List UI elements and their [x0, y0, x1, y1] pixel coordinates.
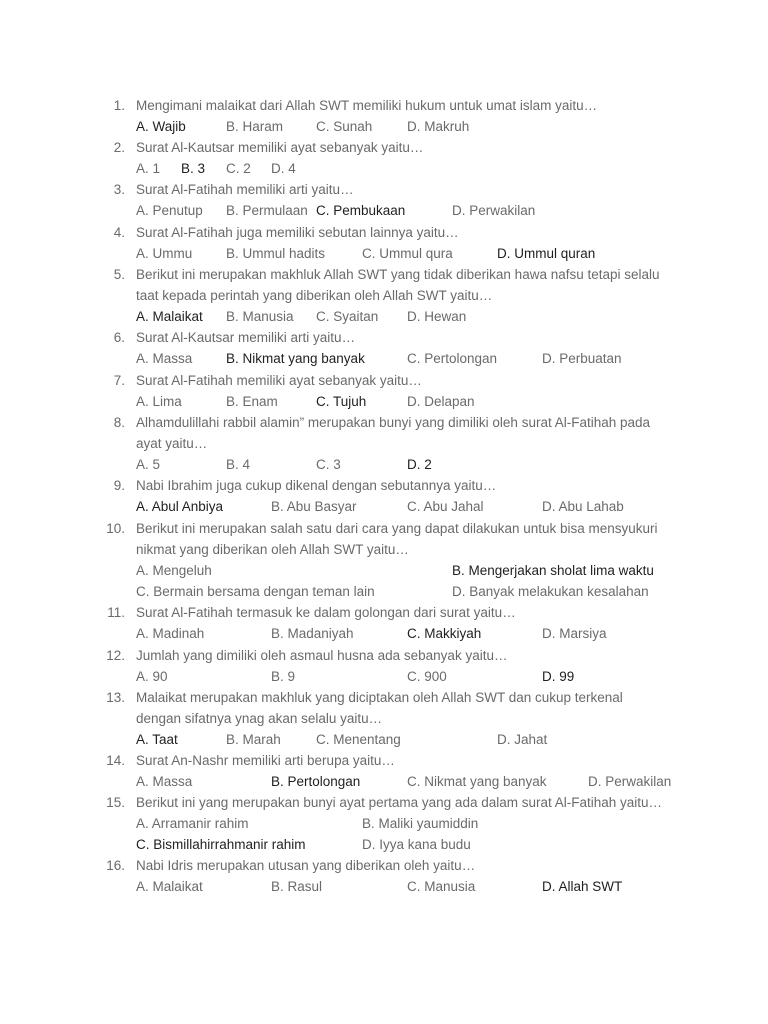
answer-option: D. Jahat	[497, 732, 548, 747]
answer-option: D. 4	[271, 161, 296, 176]
answer-option-selected: A. Abul Anbiya	[136, 499, 224, 514]
answer-option: D. Hewan	[407, 309, 467, 324]
answer-option: A. Malaikat	[136, 879, 203, 894]
question-text: Surat Al-Fatihah memiliki arti yaitu…	[136, 182, 354, 197]
answer-option: A. Penutup	[136, 203, 203, 218]
answer-option: C. Bermain bersama dengan teman lain	[136, 584, 375, 599]
answer-option-selected: A. Taat	[136, 732, 178, 747]
question-number: 4.	[113, 225, 125, 240]
answer-option-selected: C. Pembukaan	[316, 203, 406, 218]
question-number: 7.	[113, 373, 125, 388]
answer-option: A. Massa	[136, 774, 193, 789]
answer-option: B. Marah	[226, 732, 281, 747]
answer-option: A. 1	[136, 161, 161, 176]
question-text: Nabi Ibrahim juga cukup dikenal dengan sebutannya yaitu…	[136, 478, 497, 493]
answer-option-selected: B. 3	[181, 161, 206, 176]
question-text: dengan sifatnya ynag akan selalu yaitu…	[136, 711, 383, 726]
answer-option: B. Haram	[226, 119, 284, 134]
question-text: Berikut ini yang merupakan bunyi ayat pertama yang ada dalam surat Al-Fatihah yaitu…	[136, 795, 663, 810]
answer-option: D. Perbuatan	[542, 351, 622, 366]
answer-option-selected: A. Wajib	[136, 119, 186, 134]
answer-option: D. Perwakilan	[588, 774, 672, 789]
question-number: 6.	[113, 330, 125, 345]
answer-option: C. 3	[316, 457, 341, 472]
answer-option: D. Banyak melakukan kesalahan	[452, 584, 649, 599]
question-text: Surat An-Nashr memiliki arti berupa yaitu…	[136, 753, 395, 768]
question-number: 2.	[113, 140, 125, 155]
answer-option-selected: C. Makkiyah	[407, 626, 482, 641]
answer-option-selected: D. 99	[542, 669, 575, 684]
answer-option-selected: D. 2	[407, 457, 432, 472]
answer-option: A. 5	[136, 457, 161, 472]
answer-option: B. Enam	[226, 394, 278, 409]
answer-option: C. Syaitan	[316, 309, 379, 324]
answer-option: C. Manusia	[407, 879, 476, 894]
answer-option-selected: D. Allah SWT	[542, 879, 623, 894]
answer-option: B. Ummul hadits	[226, 246, 326, 261]
answer-option-selected: A. Malaikat	[136, 309, 203, 324]
answer-option: C. Abu Jahal	[407, 499, 484, 514]
question-number: 10.	[106, 521, 125, 536]
answer-option: A. Lima	[136, 394, 182, 409]
answer-option: A. Madinah	[136, 626, 205, 641]
question-number: 14.	[106, 753, 125, 768]
answer-option: A. Massa	[136, 351, 193, 366]
question-number: 3.	[113, 182, 125, 197]
question-number: 9.	[113, 478, 125, 493]
question-number: 1.	[113, 98, 125, 113]
answer-option-selected: C. Bismillahirrahmanir rahim	[136, 837, 306, 852]
answer-option: D. Delapan	[407, 394, 475, 409]
answer-option: B. Abu Basyar	[271, 499, 357, 514]
answer-option-selected: B. Nikmat yang banyak	[226, 351, 365, 366]
answer-option: C. 900	[407, 669, 447, 684]
question-number: 5.	[113, 267, 125, 282]
answer-option: D. Abu Lahab	[542, 499, 624, 514]
answer-option: D. Perwakilan	[452, 203, 536, 218]
answer-option: D. Marsiya	[542, 626, 607, 641]
question-number: 15.	[106, 795, 125, 810]
question-number: 13.	[106, 690, 125, 705]
answer-option: B. Maliki yaumiddin	[362, 816, 479, 831]
answer-option: C. Sunah	[316, 119, 373, 134]
question-text: Surat Al-Kautsar memiliki ayat sebanyak yaitu…	[136, 140, 424, 155]
question-text: Surat Al-Fatihah memiliki ayat sebanyak yaitu…	[136, 373, 422, 388]
question-text: Berikut ini merupakan salah satu dari cara yang dapat dilakukan untuk bisa mensyukuri	[136, 521, 658, 536]
answer-option: D. Iyya kana budu	[362, 837, 471, 852]
answer-option: A. 90	[136, 669, 168, 684]
question-text: Nabi Idris merupakan utusan yang diberikan oleh yaitu…	[136, 858, 476, 873]
question-text: Berikut ini merupakan makhluk Allah SWT yang tidak diberikan hawa nafsu tetapi selalu	[136, 267, 660, 282]
question-number: 16.	[106, 858, 125, 873]
question-text: Alhamdulillahi rabbil alamin” merupakan bunyi yang dimiliki oleh surat Al-Fatihah pada	[136, 415, 651, 430]
answer-option: A. Ummu	[136, 246, 193, 261]
question-text: Mengimani malaikat dari Allah SWT memiliki hukum untuk umat islam yaitu…	[136, 98, 598, 113]
answer-option: B. Permulaan	[226, 203, 308, 218]
answer-option: C. Menentang	[316, 732, 401, 747]
answer-option: D. Makruh	[407, 119, 470, 134]
answer-option: B. Rasul	[271, 879, 323, 894]
question-text: Malaikat merupakan makhluk yang diciptakan oleh Allah SWT dan cukup terkenal	[136, 690, 623, 705]
answer-option: B. 9	[271, 669, 296, 684]
question-number: 12.	[106, 648, 125, 663]
question-text: nikmat yang diberikan oleh Allah SWT yaitu…	[136, 542, 409, 557]
question-text: ayat yaitu…	[136, 436, 208, 451]
answer-option: C. Nikmat yang banyak	[407, 774, 547, 789]
answer-option: C. 2	[226, 161, 251, 176]
answer-option-selected: B. Mengerjakan sholat lima waktu	[452, 563, 654, 578]
answer-option-selected: D. Ummul quran	[497, 246, 596, 261]
question-number: 11.	[107, 605, 125, 620]
answer-option-selected: B. Pertolongan	[271, 774, 361, 789]
answer-option: C. Pertolongan	[407, 351, 498, 366]
answer-option-selected: C. Tujuh	[316, 394, 367, 409]
answer-option: C. Ummul qura	[362, 246, 453, 261]
answer-option: B. Manusia	[226, 309, 294, 324]
question-text: Surat Al-Fatihah juga memiliki sebutan lainnya yaitu…	[136, 225, 459, 240]
answer-option: A. Mengeluh	[136, 563, 212, 578]
answer-option: B. Madaniyah	[271, 626, 354, 641]
question-text: taat kepada perintah yang diberikan oleh Allah SWT yaitu…	[136, 288, 493, 303]
question-number: 8.	[113, 415, 125, 430]
question-text: Surat Al-Fatihah termasuk ke dalam golongan dari surat yaitu…	[136, 605, 516, 620]
answer-option: A. Arramanir rahim	[136, 816, 249, 831]
question-text: Jumlah yang dimiliki oleh asmaul husna ada sebanyak yaitu…	[136, 648, 508, 663]
question-text: Surat Al-Kautsar memiliki arti yaitu…	[136, 330, 356, 345]
answer-option: B. 4	[226, 457, 251, 472]
